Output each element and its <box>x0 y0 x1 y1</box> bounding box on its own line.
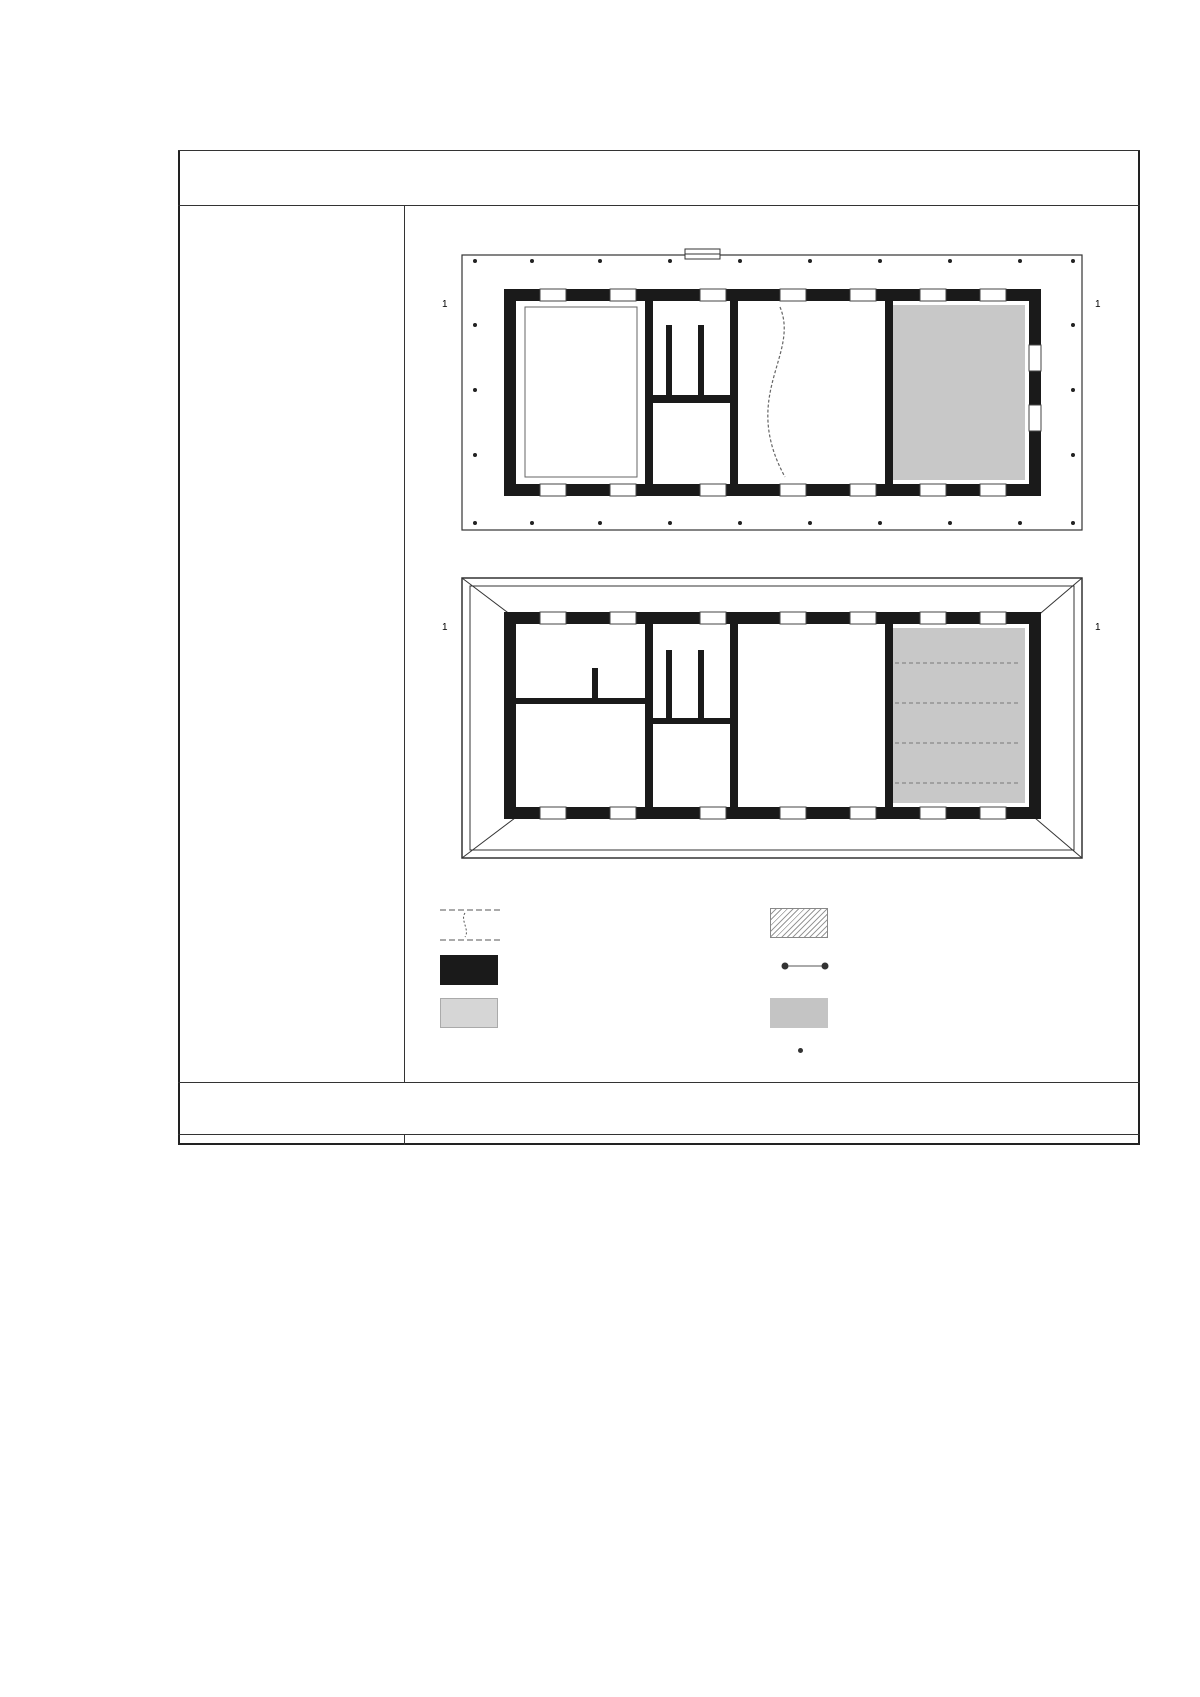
vault-beams-symbol <box>440 905 505 945</box>
top-rule <box>178 150 1140 151</box>
axis-mark-right: 1 <box>1095 299 1101 310</box>
section7-header-rule <box>178 205 1140 206</box>
plan2-floor-drawing <box>440 568 1110 868</box>
grille-symbol <box>780 960 830 972</box>
light-grey-swatch <box>440 998 498 1028</box>
column-dot <box>798 1048 803 1053</box>
section8-top-rule <box>178 1082 1140 1083</box>
black-wall-swatch <box>440 955 498 985</box>
hatched-wall-swatch <box>770 908 828 938</box>
section8-header-rule <box>178 1134 1140 1135</box>
axis-mark-right: 1 <box>1095 622 1101 633</box>
axis-mark-left: 1 <box>442 299 448 310</box>
axis-mark-left: 1 <box>442 622 448 633</box>
section7-column-divider <box>404 205 405 1082</box>
plan1-floor-drawing <box>440 245 1110 535</box>
section8-divider-end <box>404 1134 405 1145</box>
grey-swatch <box>770 998 828 1028</box>
